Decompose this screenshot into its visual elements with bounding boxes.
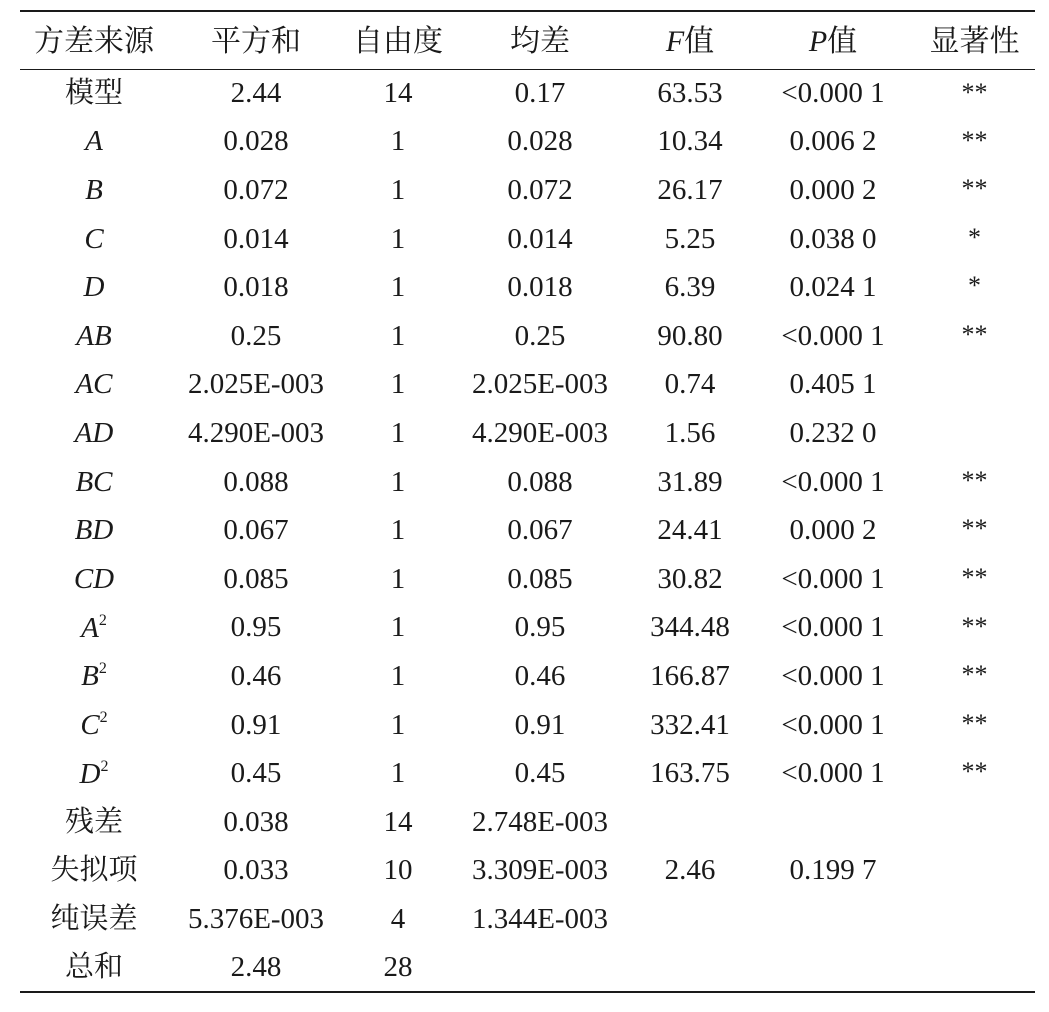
header-f-value — [628, 11, 752, 69]
source-label: A — [85, 125, 103, 158]
cell-mean-square: 0.014 — [507, 222, 573, 255]
cell-source — [20, 166, 168, 215]
source-label: BC — [75, 465, 113, 498]
header-p-symbol: P — [808, 25, 828, 59]
cell-mean-square: 0.028 — [507, 125, 573, 158]
cell-source — [20, 361, 168, 410]
header-significance: 显著性 — [929, 25, 1020, 59]
cell-sum-of-squares: 0.018 — [223, 271, 289, 304]
cell-p-value — [752, 798, 914, 847]
table-row — [20, 604, 1035, 653]
cell-source — [20, 604, 168, 653]
header-mean-square: 均差 — [510, 25, 570, 59]
cell-degrees-of-freedom: 4 — [390, 902, 406, 935]
cell-source — [20, 798, 168, 847]
source-superscript: 2 — [99, 709, 108, 727]
cell-significance: ** — [961, 611, 988, 641]
cell-sum-of-squares: 0.45 — [230, 757, 282, 790]
cell-degrees-of-freedom: 14 — [383, 77, 413, 110]
cell-p-value: 0.006 2 — [789, 125, 877, 158]
cell-significance — [914, 409, 1035, 458]
cell-p-value: <0.000 1 — [781, 757, 885, 790]
header-p-suffix: 值 — [827, 25, 858, 59]
cell-source — [20, 458, 168, 507]
cell-degrees-of-freedom: 1 — [390, 173, 406, 206]
table-row — [20, 798, 1035, 847]
source-label: B — [81, 660, 99, 693]
cell-p-value: 0.024 1 — [789, 271, 877, 304]
cell-significance: * — [968, 271, 981, 301]
cell-significance: ** — [961, 757, 988, 787]
cell-degrees-of-freedom: 1 — [390, 708, 406, 741]
cell-f-value: 6.39 — [664, 271, 716, 304]
cell-f-value: 31.89 — [657, 465, 723, 498]
cell-degrees-of-freedom: 1 — [390, 416, 406, 449]
source-label: B — [85, 173, 103, 206]
cell-f-value — [628, 944, 752, 993]
source-label: C — [84, 222, 104, 255]
cell-mean-square — [452, 944, 628, 993]
cell-sum-of-squares: 0.25 — [230, 319, 282, 352]
header-f-symbol: F — [665, 25, 685, 59]
cell-degrees-of-freedom: 1 — [390, 368, 406, 401]
cell-f-value: 2.46 — [664, 854, 716, 887]
cell-source — [20, 312, 168, 361]
cell-degrees-of-freedom: 1 — [390, 319, 406, 352]
cell-mean-square: 0.95 — [514, 611, 566, 644]
source-label: AD — [74, 416, 114, 449]
cell-degrees-of-freedom: 1 — [390, 271, 406, 304]
cell-source — [20, 215, 168, 264]
source-label: 模型 — [64, 77, 123, 110]
source-label: 总和 — [64, 950, 123, 983]
table-row — [20, 69, 1035, 118]
cell-source — [20, 701, 168, 750]
cell-sum-of-squares: 0.95 — [230, 611, 282, 644]
cell-f-value: 26.17 — [657, 173, 723, 206]
cell-sum-of-squares: 0.91 — [230, 708, 282, 741]
cell-significance: ** — [961, 174, 988, 204]
cell-f-value: 5.25 — [664, 222, 716, 255]
cell-significance — [914, 944, 1035, 993]
cell-p-value: <0.000 1 — [781, 319, 885, 352]
cell-mean-square: 0.25 — [514, 319, 566, 352]
cell-p-value: 0.000 2 — [789, 173, 877, 206]
cell-p-value: <0.000 1 — [781, 562, 885, 595]
header-source: 方差来源 — [34, 25, 154, 59]
cell-f-value: 10.34 — [657, 125, 723, 158]
cell-sum-of-squares: 0.085 — [223, 562, 289, 595]
cell-significance: * — [968, 222, 981, 252]
cell-sum-of-squares: 0.033 — [223, 854, 289, 887]
cell-degrees-of-freedom: 1 — [390, 611, 406, 644]
cell-sum-of-squares: 0.014 — [223, 222, 289, 255]
source-label: D — [83, 271, 105, 304]
cell-degrees-of-freedom: 1 — [390, 659, 406, 692]
cell-mean-square: 2.748E-003 — [471, 805, 609, 838]
table-row — [20, 458, 1035, 507]
cell-degrees-of-freedom: 1 — [390, 562, 406, 595]
cell-f-value: 344.48 — [650, 611, 730, 644]
table-row — [20, 361, 1035, 410]
cell-source — [20, 263, 168, 312]
cell-mean-square: 2.025E-003 — [471, 368, 609, 401]
cell-p-value: <0.000 1 — [781, 465, 885, 498]
cell-significance — [914, 847, 1035, 896]
cell-f-value — [628, 895, 752, 944]
cell-significance: ** — [961, 125, 988, 155]
table-row — [20, 263, 1035, 312]
cell-f-value: 63.53 — [657, 77, 723, 110]
cell-sum-of-squares: 0.028 — [223, 125, 289, 158]
source-label: 失拟项 — [50, 854, 138, 887]
cell-f-value: 166.87 — [650, 659, 730, 692]
cell-source — [20, 506, 168, 555]
cell-source — [20, 555, 168, 604]
table-row — [20, 749, 1035, 798]
source-label: AC — [75, 368, 113, 401]
cell-p-value: 0.038 0 — [789, 222, 877, 255]
cell-p-value: <0.000 1 — [781, 77, 885, 110]
cell-p-value — [752, 944, 914, 993]
cell-mean-square: 1.344E-003 — [471, 902, 609, 935]
cell-source — [20, 652, 168, 701]
table-row — [20, 118, 1035, 167]
source-label: C — [80, 709, 100, 742]
cell-mean-square: 0.085 — [507, 562, 573, 595]
cell-p-value: <0.000 1 — [781, 708, 885, 741]
source-label: A — [81, 611, 99, 644]
table-row — [20, 701, 1035, 750]
cell-source — [20, 749, 168, 798]
cell-source — [20, 118, 168, 167]
source-label: AB — [76, 319, 112, 352]
table-row — [20, 652, 1035, 701]
cell-source — [20, 847, 168, 896]
cell-p-value: <0.000 1 — [781, 659, 885, 692]
cell-degrees-of-freedom: 1 — [390, 465, 406, 498]
header-p-value — [752, 11, 914, 69]
cell-f-value: 24.41 — [657, 514, 723, 547]
header-degrees-of-freedom: 自由度 — [353, 25, 443, 59]
cell-significance: ** — [961, 660, 988, 690]
source-superscript: 2 — [100, 757, 109, 775]
cell-sum-of-squares: 5.376E-003 — [187, 902, 325, 935]
cell-f-value: 332.41 — [650, 708, 730, 741]
cell-p-value: 0.405 1 — [789, 368, 877, 401]
cell-f-value: 30.82 — [657, 562, 723, 595]
source-label: 残差 — [64, 805, 123, 838]
table-header — [20, 11, 1035, 69]
cell-source — [20, 895, 168, 944]
cell-significance — [914, 798, 1035, 847]
cell-degrees-of-freedom: 1 — [390, 514, 406, 547]
table-row — [20, 506, 1035, 555]
cell-p-value — [752, 895, 914, 944]
cell-mean-square: 0.067 — [507, 514, 573, 547]
source-label: CD — [73, 562, 115, 595]
table-row — [20, 555, 1035, 604]
cell-degrees-of-freedom: 1 — [390, 222, 406, 255]
cell-f-value: 90.80 — [657, 319, 723, 352]
table-row — [20, 215, 1035, 264]
cell-degrees-of-freedom: 1 — [390, 125, 406, 158]
table-row — [20, 312, 1035, 361]
cell-mean-square: 4.290E-003 — [471, 416, 609, 449]
cell-mean-square: 0.45 — [514, 757, 566, 790]
cell-mean-square: 0.17 — [514, 77, 566, 110]
cell-degrees-of-freedom: 14 — [383, 805, 413, 838]
header-sum-of-squares: 平方和 — [211, 25, 301, 59]
source-label: 纯误差 — [50, 902, 138, 935]
cell-mean-square: 0.088 — [507, 465, 573, 498]
cell-mean-square: 3.309E-003 — [471, 854, 609, 887]
cell-significance: ** — [961, 708, 988, 738]
cell-sum-of-squares: 2.48 — [230, 950, 282, 983]
cell-significance — [914, 361, 1035, 410]
cell-sum-of-squares: 0.038 — [223, 805, 289, 838]
cell-sum-of-squares: 0.46 — [230, 659, 282, 692]
cell-f-value: 163.75 — [650, 757, 730, 790]
cell-sum-of-squares: 0.067 — [223, 514, 289, 547]
cell-degrees-of-freedom: 28 — [383, 950, 413, 983]
cell-p-value: 0.199 7 — [789, 854, 877, 887]
cell-source — [20, 409, 168, 458]
cell-mean-square: 0.072 — [507, 173, 573, 206]
cell-p-value: 0.232 0 — [789, 416, 877, 449]
cell-degrees-of-freedom: 1 — [390, 757, 406, 790]
cell-significance: ** — [961, 562, 988, 592]
table-row — [20, 847, 1035, 896]
cell-significance: ** — [961, 514, 988, 544]
cell-sum-of-squares: 0.072 — [223, 173, 289, 206]
anova-table — [20, 10, 1035, 993]
cell-source — [20, 69, 168, 118]
header-f-suffix: 值 — [684, 25, 715, 59]
cell-significance — [914, 895, 1035, 944]
cell-source — [20, 944, 168, 993]
source-label: D — [79, 757, 101, 790]
source-superscript: 2 — [98, 611, 107, 629]
cell-f-value: 0.74 — [664, 368, 716, 401]
cell-f-value — [628, 798, 752, 847]
cell-significance: ** — [961, 465, 988, 495]
table-row — [20, 895, 1035, 944]
source-label: BD — [74, 514, 114, 547]
cell-significance: ** — [961, 77, 988, 107]
cell-significance: ** — [961, 319, 988, 349]
cell-mean-square: 0.91 — [514, 708, 566, 741]
source-superscript: 2 — [98, 660, 107, 678]
cell-mean-square: 0.018 — [507, 271, 573, 304]
cell-p-value: <0.000 1 — [781, 611, 885, 644]
cell-sum-of-squares: 2.44 — [230, 77, 282, 110]
cell-sum-of-squares: 4.290E-003 — [187, 416, 325, 449]
cell-sum-of-squares: 0.088 — [223, 465, 289, 498]
cell-degrees-of-freedom: 10 — [383, 854, 413, 887]
table-row — [20, 166, 1035, 215]
table-row — [20, 409, 1035, 458]
cell-p-value: 0.000 2 — [789, 514, 877, 547]
header-row — [20, 11, 1035, 69]
cell-sum-of-squares: 2.025E-003 — [187, 368, 325, 401]
cell-mean-square: 0.46 — [514, 659, 566, 692]
table-body — [20, 69, 1035, 992]
cell-f-value: 1.56 — [664, 416, 716, 449]
table-row — [20, 944, 1035, 993]
